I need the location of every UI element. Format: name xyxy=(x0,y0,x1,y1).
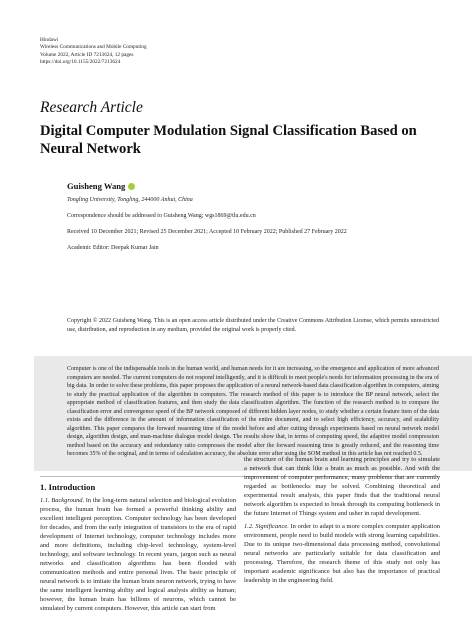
subsection-label: 1.2. Significance. xyxy=(244,523,289,530)
body-column-right xyxy=(244,455,440,585)
paragraph-continued: the structure of the human brain and learning principles and try to simulate a network that can think like a brain as much as possible. And with the improvement of computer performance, many problems that are currently regarded as bottlenecks may be solved. Combining theoretical and experimental result analysis, this paper finds that the traditional neural network algorithm is expected to break through its computing bottleneck in the future Internet of Things system and usher in rapid development. xyxy=(244,456,440,517)
academic-editor: Academic Editor: Deepak Kumar Jain xyxy=(67,245,159,251)
author-line xyxy=(67,181,135,191)
affiliation: Tongling University, Tongling, 244000 Anhui, China xyxy=(67,197,193,203)
author-name[interactable]: Guisheng Wang xyxy=(67,181,126,191)
article-type: Research Article xyxy=(40,99,143,116)
journal-name: Wireless Communications and Mobile Computing xyxy=(40,44,147,51)
doi-link[interactable]: https://doi.org/10.1155/2022/7213624 xyxy=(40,58,121,65)
correspondence: Correspondence should be addressed to Guisheng Wang; wgs1869@tlu.edu.cn xyxy=(67,213,256,219)
subsection-label: 1.1. Background. xyxy=(40,497,85,504)
paragraph-text: In the long-term natural selection and biological evolution process, the human brain has formed a powerful thinking ability and excellent intelligent perception. Computer technology has been developed for decades, and from the early integration of transistors to the era of rapid development of Internet technology, computer technology includes more and more definitions, including chip-level technology, system-level technology, and software technology. In recent years, jargon such as neural networks and classification algorithms has been flooded with communication methods and entire personal lives. The basic principle of neural network is to imitate the human brain neuron network, trying to have the same intelligent learning ability and logical analysis ability as human; however, the human brain has billions of neurons, which cannot be simulated by current computers. However, this article can start from xyxy=(40,497,236,612)
paragraph-text: In order to adapt to a more complex computer application environment, people need to build models with strong learning capabilities. Due to its unique two-dimensional data processing method, convolutional neural networks are particularly suitable for data classification and processing. Therefore, the research theme of this study not only has important academic significance but also has the importance of practical leadership in the engineering field. xyxy=(244,523,441,584)
abstract-text: Computer is one of the indispensable tools in the human world, and human needs for it are increasing, so the emergence and application of more advanced computers are needed. The current computers do not respond intelligently, and it is difficult to meet people's needs for information processing in the era of big data. In order to solve these problems, this paper proposes the application of a neural network-based data classification algorithm in computers, aiming to study the practical application of the algorithm in computers. The research method of this paper is to introduce the BP neural network, select the appropriate method of classification features, and then study the data classification algorithm. The function of the research method is to compare the classification error and convergence speed of the BP network composed of different hidden layer nodes, to study whether a certain feature item of the data exists and the difference in the amount of information classification of the entire document, and to select high efficiency, accuracy, and scalability algorithm. This paper compares the forward reasoning time of the model before and after cutting through experiments based on neural network model design, algorithm design, and man-machine dialogue model design. The results show that, in terms of computing speed, the adaptive model compression method based on the accuracy and redundancy ratio compresses the model after the forward reasoning time is greatly reduced, and the reasoning time becomes 35% of the original, and in terms of calculation accuracy, the absolute error after using the SOM method in this article has not reached 0.5. xyxy=(67,366,439,457)
volume-info: Volume 2022, Article ID 7213624, 12 pages xyxy=(40,51,134,58)
orcid-icon[interactable] xyxy=(128,183,135,190)
article-title: Digital Computer Modulation Signal Classification Based on Neural Network xyxy=(40,123,417,157)
body-column-left xyxy=(40,483,236,613)
paragraph-background xyxy=(40,496,236,613)
paragraph-significance xyxy=(244,522,440,585)
section-heading: 1. Introduction xyxy=(40,482,96,492)
abstract-box xyxy=(34,356,472,471)
license-notice: Copyright © 2022 Guisheng Wang. This is an open access article distributed under the Creative Commons Attribution License, which permits unrestricted use, distribution, and reproduction in any medium, provided the original work is properly cited. xyxy=(67,318,439,333)
journal-header xyxy=(40,37,147,66)
publisher-name: Hindawi xyxy=(40,37,59,43)
article-dates: Received 10 December 2021; Revised 25 December 2021; Accepted 10 February 2022; Published 27 February 2022 xyxy=(67,229,347,235)
